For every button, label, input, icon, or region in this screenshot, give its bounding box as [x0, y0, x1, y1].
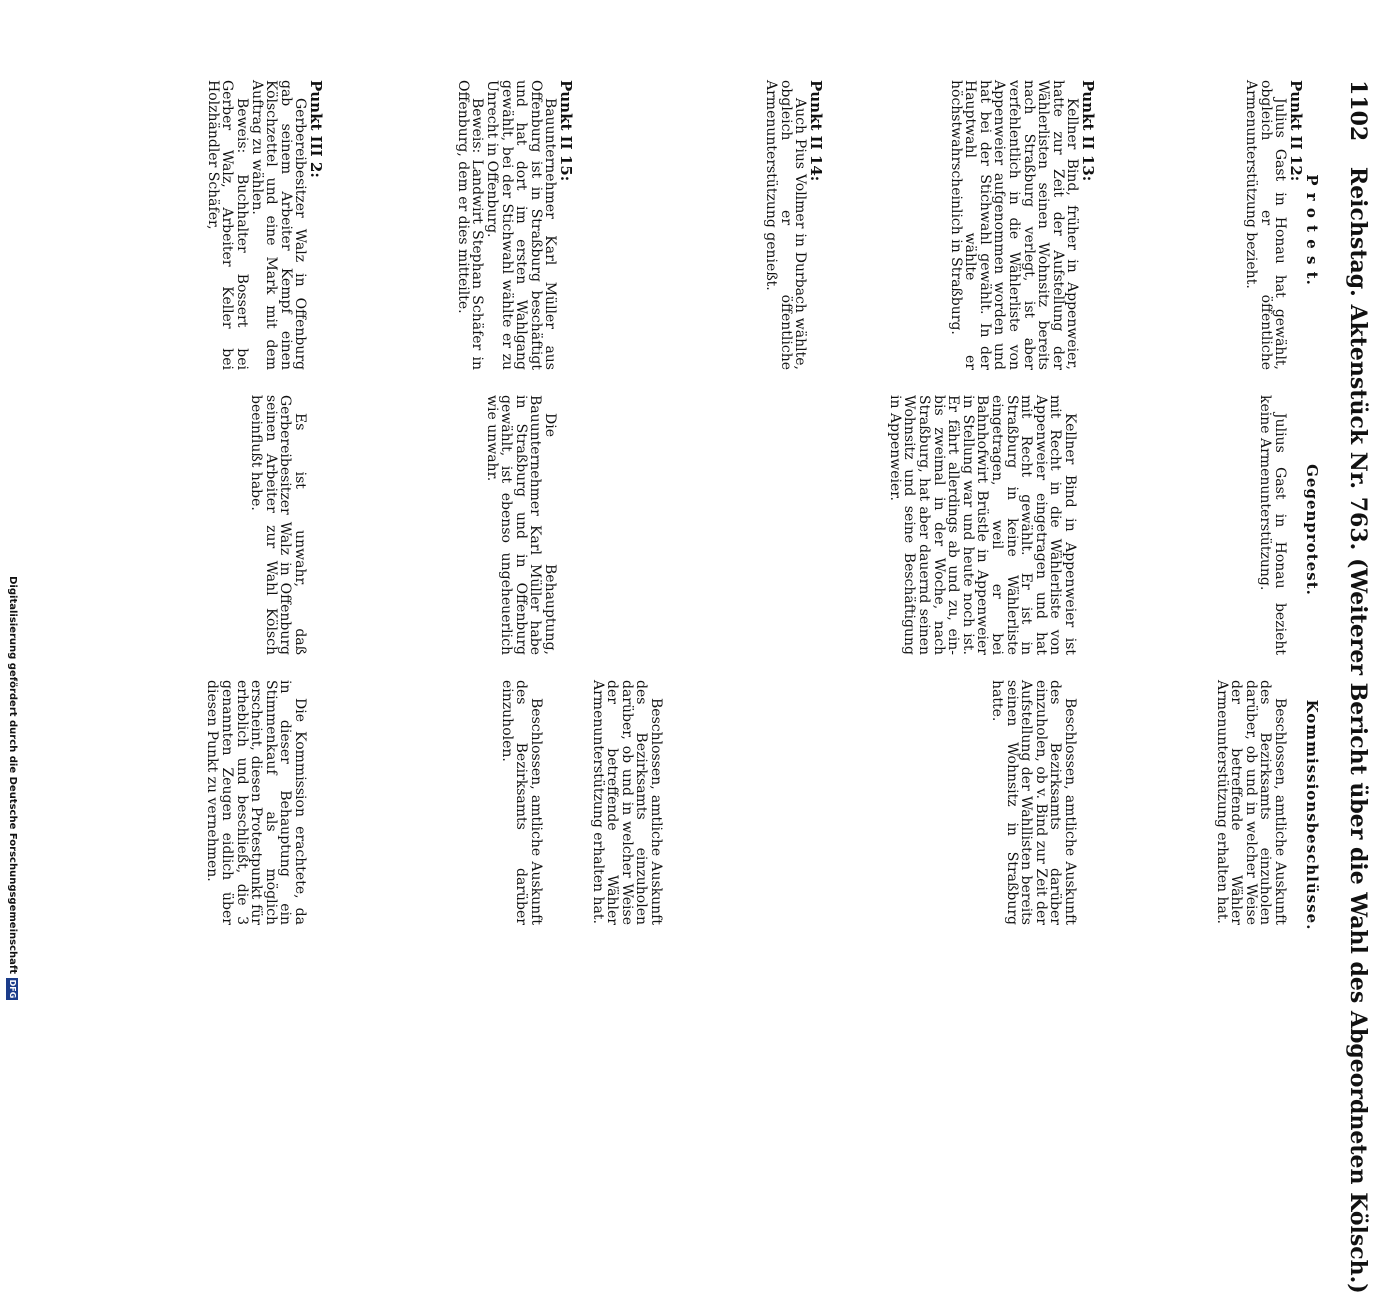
protest-text: Gerbereibesitzer Walz in Offenburg gab seinem Arbeiter Kempf einen Kölschzettel und eine Mark mit dem Auftrag zu wählen. [248, 80, 309, 370]
gegenprotest-text: Die Behauptung, Bauunternehmer Karl Müller habe in Straßburg und in Offenburg gewählt, ist ebenso ungeheuerlich wie unwahr. [483, 395, 558, 655]
point-label: Punkt II 14: [807, 80, 825, 182]
beschluss-text: Beschlossen, amtliche Auskunft des Bezirksamts darüber einzuholen, ob v. Bind zur Zeit der Aufstellung der Wahllisten bereits seinen Wohnsitz in Straßburg hatte. [989, 680, 1078, 925]
beschluss-text: Beschlossen, amtliche Auskunft des Bezirksamts einzuholen darüber, ob und in welcher Weise der betreffende Wähler Armenunterstützung erhalten hat. [1213, 680, 1288, 925]
point-label: Punkt II 13: [1079, 80, 1097, 182]
beschluss-entry-ii-12 [1214, 680, 1287, 925]
protest-entry-iii-2 [205, 80, 323, 370]
protest-entry-ii-13 [948, 80, 1095, 370]
protest-entry-ii-14 [764, 80, 823, 370]
beschluss-text: Beschlossen, amtliche Auskunft des Bezirksamts darüber einzuholen. [498, 680, 544, 925]
beweis-text: Beweis: Landwirt Stephan Schäfer in Offenburg, dem er dies mitteilte. [454, 80, 486, 370]
beschluss-text: Beschlossen, amtliche Auskunft des Bezirksamts einzuholen darüber, ob und in welcher Weise der betreffende Wähler Armenunterstützung erhalten hat. [589, 680, 664, 925]
gegenprotest-entry-ii-13 [887, 395, 1077, 655]
beschluss-entry-ii-14 [590, 680, 663, 925]
protest-entry-ii-12 [1244, 80, 1303, 370]
protest-text: Julius Gast in Honau hat gewählt, obgleich er öffentliche Armenunterstützung bezieht. [1243, 80, 1289, 370]
gegenprotest-entry-ii-15 [484, 395, 557, 655]
gegenprotest-text: Kellner Bind in Appenweier ist mit Recht in die Wählerliste von Appenweier eingetragen und hat mit Recht gewählt. Er ist in Straßburg in keine Wählerliste eingetragen, weil er bei Bahnhofwirt Brüstle in Appenweier in Stellung war und heute noch ist. Er fährt allerdings ab und zu, ein- bis zweimal in der Woche, nach Straßburg, hat aber dauernd seinen Wohnsitz und seine Beschäftigung in Appenweier. [886, 395, 1078, 655]
page-header [1331, 80, 1371, 1294]
beschluss-entry-ii-13 [989, 680, 1077, 925]
beschluss-entry-ii-15 [499, 680, 543, 925]
column-heading-protest: P r o t e s t. [1303, 174, 1321, 286]
protest-entry-ii-15 [455, 80, 573, 370]
protest-text: Auch Pius Vollmer in Durbach wählte, obgleich er öffentliche Armenunterstützung genießt. [763, 80, 809, 370]
beweis-text: Beweis: Buchhalter Bossert bei Gerber Walz, Arbeiter Keller bei Holzhändler Schäfer, [204, 80, 251, 370]
dfg-logo: DFG [8, 979, 17, 999]
beschluss-text: Die Kommission erachtete, da in dieser Behauptung ein Stimmenkauf als möglich erscheint, diesen Protestpunkt für erheblich und beschließt, die 3 genannten Zeugen eidlich über diesen Punkt zu vernehmen. [204, 680, 308, 925]
page-title: Reichstag. Aktenstück Nr. 763. (Weiterer Bericht über die Wahl des Abgeordneten Kölsch.) [1345, 166, 1371, 1294]
point-label: Punkt II 12: [1287, 80, 1305, 182]
gegenprotest-text: Julius Gast in Honau bezieht keine Armenunterstützung. [1257, 395, 1288, 655]
gegenprotest-text: Es ist unwahr, daß Gerbereibesitzer Walz in Offenburg seinen Arbeiter zur Wahl Kölsch beeinflußt habe. [248, 395, 308, 655]
digitization-credit [4, 0, 18, 1000]
column-heading-beschluesse: Kommissionsbeschlüsse. [1303, 699, 1321, 931]
page-number: 1102 [1345, 80, 1371, 142]
protest-text: Kellner Bind, früher in Appenweier, hatte zur Zeit der Aufstellung der Wählerlisten seinen Wohnsitz bereits nach Straßburg verlegt, ist aber verfehlentlich in die Wählerliste von Appenweier aufgenommen worden und hat bei der Stichwahl gewählt. In der Hauptwahl wählte er höchstwahrscheinlich in Straßburg. [947, 80, 1081, 370]
point-label: Punkt III 2: [307, 80, 325, 178]
beschluss-entry-iii-2 [205, 680, 307, 925]
gegenprotest-entry-iii-2 [249, 395, 307, 655]
column-heading-gegenprotest: Gegenprotest. [1303, 464, 1321, 596]
credit-text: Digitalisierung gefördert durch die Deutsche Forschungsgemeinschaft [7, 576, 18, 974]
gegenprotest-entry-ii-12 [1258, 395, 1287, 655]
point-label: Punkt II 15: [557, 80, 575, 182]
protest-text: Bauunternehmer Karl Müller aus Offenburg ist in Straßburg beschäftigt und hat dort im ersten Wahlgang gewählt, bei der Stichwahl wählte er zu Unrecht in Offenburg. [484, 80, 559, 370]
